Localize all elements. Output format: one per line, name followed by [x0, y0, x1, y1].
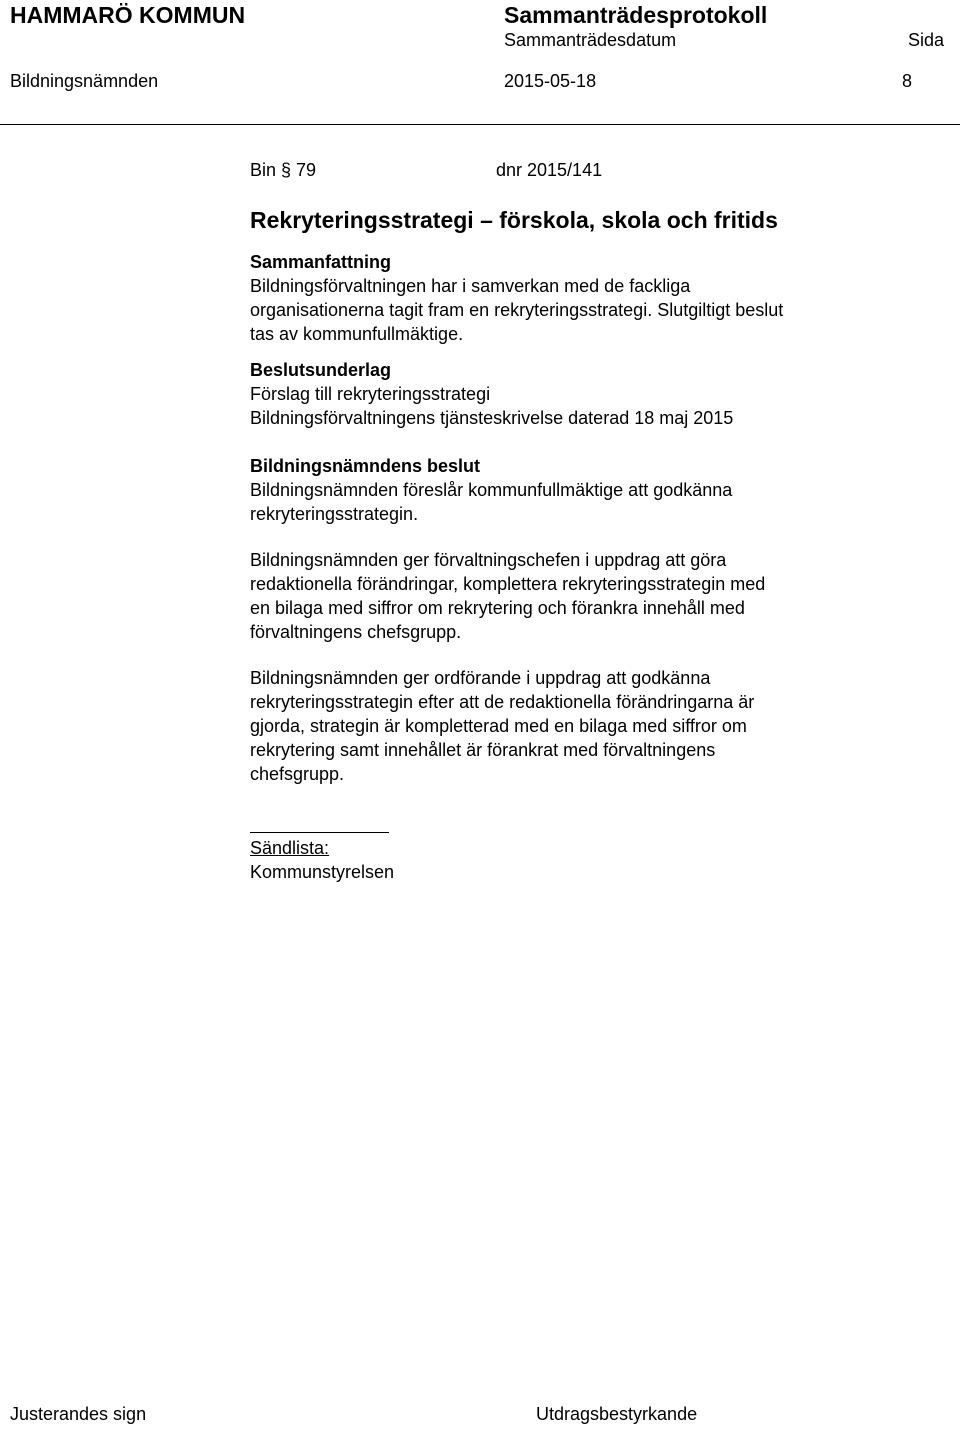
certification-label: Utdragsbestyrkande [536, 1404, 698, 1424]
page-label: Sida [907, 30, 944, 50]
organization-name: HAMMARÖ KOMMUN [10, 2, 246, 28]
paragraph-reference: Bin § 79 [250, 160, 317, 180]
meeting-date-label: Sammanträdesdatum [504, 30, 677, 50]
meeting-date: 2015-05-18 [504, 71, 597, 91]
decision-paragraph: Bildningsnämnden föreslår kommunfullmäktige att godkänna rekryteringsstrategin. [250, 480, 733, 524]
case-reference-row [250, 158, 930, 182]
page-number: 8 [902, 71, 913, 91]
distribution-divider [250, 832, 389, 833]
summary-heading: Sammanfattning [250, 252, 392, 272]
decision-paragraph: Bildningsnämnden ger ordförande i uppdrag att godkänna rekryteringsstrategin efter att de redaktionella förändringarna är gjorda, strategin är kompletterad med en bilaga med siffror om rekrytering samt innehållet är förankrat med förvaltningens chefsgrupp. [250, 668, 755, 784]
committee-name: Bildningsnämnden [10, 71, 159, 91]
basis-item: Förslag till rekryteringsstrategi [250, 384, 491, 404]
document-type: Sammanträdesprotokoll [504, 2, 768, 28]
decision-paragraph: Bildningsnämnden ger förvaltningschefen i uppdrag att göra redaktionella förändringar, komplettera rekryteringsstrategin med en bilaga med siffror om rekrytering och förankra innehåll med förvaltningens chefsgrupp. [250, 550, 766, 642]
diary-number: dnr 2015/141 [496, 160, 603, 180]
protocol-body [250, 158, 930, 884]
decision-heading: Bildningsnämndens beslut [250, 456, 481, 476]
distribution-label: Sändlista: [250, 838, 330, 858]
distribution-recipient: Kommunstyrelsen [250, 862, 395, 882]
basis-heading: Beslutsunderlag [250, 360, 392, 380]
header-divider [0, 124, 960, 125]
signature-label: Justerandes sign [10, 1404, 147, 1424]
basis-item: Bildningsförvaltningens tjänsteskrivelse daterad 18 maj 2015 [250, 408, 734, 428]
summary-text: Bildningsförvaltningen har i samverkan med de fackliga organisationerna tagit fram en rekryteringsstrategi. Slutgiltigt beslut tas av kommunfullmäktige. [250, 276, 784, 344]
case-title: Rekryteringsstrategi – förskola, skola och fritids [250, 207, 778, 233]
